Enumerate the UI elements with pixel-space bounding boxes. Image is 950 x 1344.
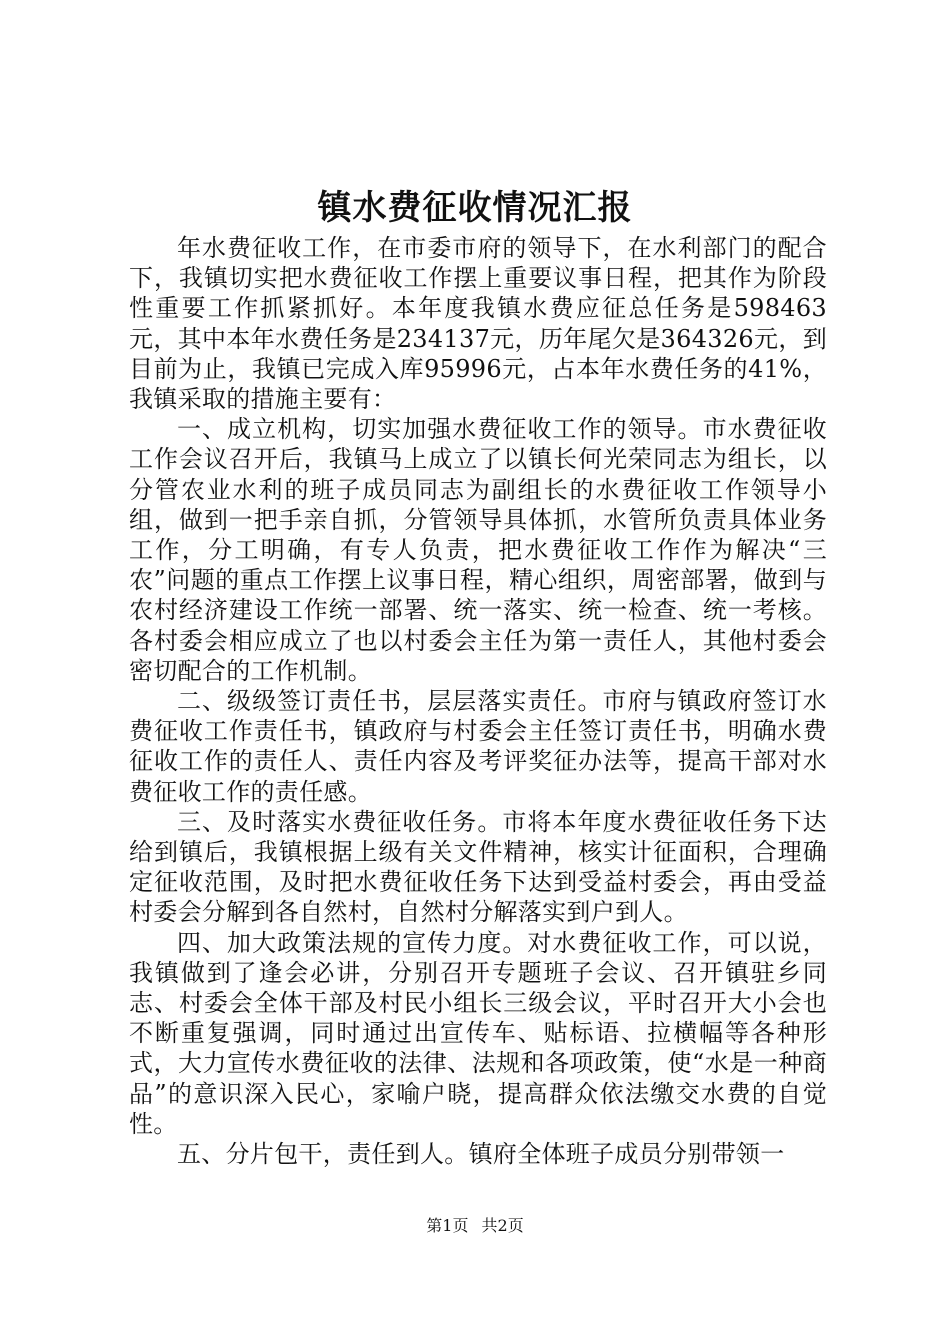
document-title: 镇水费征收情况汇报 <box>317 188 633 228</box>
page-total: 共2页 <box>481 1216 524 1235</box>
page-number: 第1页 <box>426 1216 469 1235</box>
document-body <box>129 233 827 1169</box>
paragraph-section-5: 五、分片包干，责任到人。镇府全体班子成员分别带领一 <box>177 1140 785 1169</box>
paragraph-intro: 年水费征收工作，在市委市府的领导下，在水利部门的配合下，我镇切实把水费征收工作摆上重要议事日程，把其作为阶段性重要工作抓紧抓好。本年度我镇水费应征总任务是598463元，其中本年水费任务是234137元，历年尾欠是364326元，到目前为止，我镇已完成入库95996元，占本年水费任务的41%，我镇采取的措施主要有： <box>129 234 827 414</box>
paragraph-section-1: 一、成立机构，切实加强水费征收工作的领导。市水费征收工作会议召开后，我镇马上成立了以镇长何光荣同志为组长，以分管农业水利的班子成员同志为副组长的水费征收工作领导小组，做到一把手亲自抓，分管领导具体抓，水管所负责具体业务工作，分工明确，有专人负责，把水费征收工作作为解决“三农”问题的重点工作摆上议事日程，精心组织，周密部署，做到与农村经济建设工作统一部署、统一落实、统一检查、统一考核。各村委会相应成立了也以村委会主任为第一责任人，其他村委会密切配合的工作机制。 <box>129 415 827 685</box>
paragraph-section-4: 四、加大政策法规的宣传力度。对水费征收工作，可以说，我镇做到了逢会必讲，分别召开专题班子会议、召开镇驻乡同志、村委会全体干部及村民小组长三级会议，平时召开大小会也不断重复强调，同时通过出宣传车、贴标语、拉横幅等各种形式，大力宣传水费征收的法律、法规和各项政策，使“水是一种商品”的意识深入民心，家喻户晓，提高群众依法缴交水费的自觉性。 <box>129 928 827 1138</box>
paragraph-section-3: 三、及时落实水费征收任务。市将本年度水费征收任务下达给到镇后，我镇根据上级有关文件精神，核实计征面积，合理确定征收范围，及时把水费征收任务下达到受益村委会，再由受益村委会分解到各自然村，自然村分解落实到户到人。 <box>129 807 827 927</box>
page-footer <box>0 1215 950 1237</box>
paragraph-section-2: 二、级级签订责任书，层层落实责任。市府与镇政府签订水费征收工作责任书，镇政府与村委会主任签订责任书，明确水费征收工作的责任人、责任内容及考评奖征办法等，提高干部对水费征收工作的责任感。 <box>129 687 827 806</box>
